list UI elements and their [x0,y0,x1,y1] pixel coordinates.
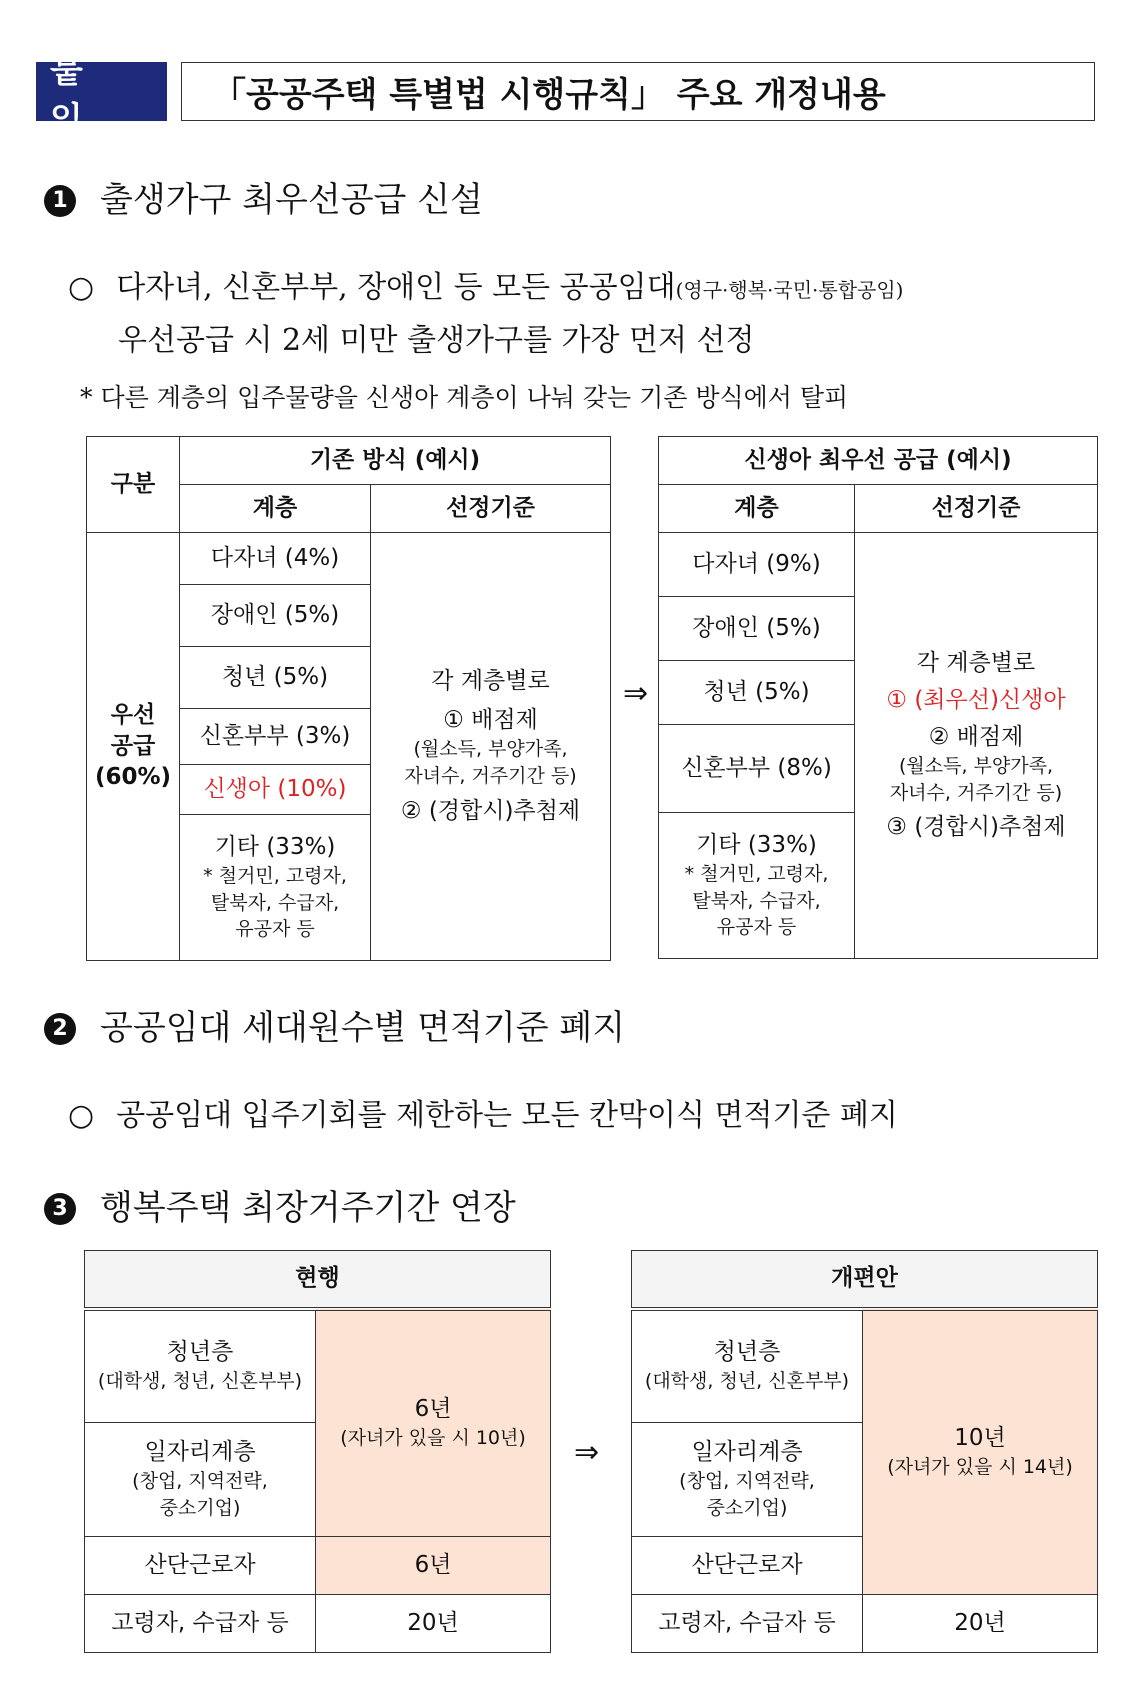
table-newborn-priority [658,436,1098,959]
job-label: 일자리계층 [691,1439,803,1466]
priority-supply-label [87,533,180,961]
criteria-line-newborn: ① (최우선)신생아 [886,686,1066,713]
tier-cell: 신혼부부 (8%) [659,725,855,813]
table-current [84,1250,551,1653]
col-criteria-header: 선정기준 [371,485,611,533]
arrow-icon: ⇒ [623,676,649,711]
current-elder-period: 20년 [316,1595,551,1653]
tier-cell: 다자녀 (4%) [180,533,371,585]
col-criteria-header: 선정기준 [855,485,1098,533]
tier-cell-newborn: 신생아 (10%) [180,765,371,815]
worker-cell: 산단근로자 [632,1537,863,1595]
youth-label: 청년층 [166,1339,234,1366]
worker-cell: 산단근로자 [85,1537,316,1595]
tier-cell: 장애인 (5%) [659,597,855,661]
job-sub: 중소기업) [706,1497,788,1520]
table-existing-method [86,436,611,961]
col-group-header: 구분 [87,437,180,533]
elder-cell: 고령자, 수급자 등 [632,1595,863,1653]
current-title: 현행 [85,1251,551,1309]
section1-line2: 우선공급 시 2세 미만 출생가구를 가장 먼저 선정 [118,323,755,358]
tier-cell: 신혼부부 (3%) [180,709,371,765]
criteria-line: 자녀수, 거주기간 등) [889,781,1063,804]
tier-cell: 청년 (5%) [180,647,371,709]
job-label: 일자리계층 [144,1439,256,1466]
newborn-title: 신생아 최우선 공급 (예시) [659,437,1098,485]
section1-line1-small: (영구·행복·국민·통합공임) [675,278,904,302]
other-note-line: 유공자 등 [716,916,797,939]
criteria-line: ③ (경합시)추첨제 [886,814,1066,841]
tier-cell: 장애인 (5%) [180,585,371,647]
current-worker-period: 6년 [316,1537,551,1595]
section2-heading [44,1000,625,1049]
youth-sub: (대학생, 청년, 신혼부부) [644,1370,850,1393]
section3-heading [44,1180,516,1229]
section2-title: 공공임대 세대원수별 면적기준 폐지 [100,1008,626,1048]
new-period: 10년 [954,1425,1006,1452]
bullet-icon: ○ [68,1098,95,1133]
other-note-line: * 철거민, 고령자, [203,865,347,888]
section3-number-icon: 3 [44,1193,76,1225]
section2-number-icon: 2 [44,1013,76,1045]
arrow-icon: ⇒ [574,1435,600,1470]
group-label-line: 우선 [110,701,156,728]
criteria-line: (월소득, 부양가족, [898,754,1053,777]
current-period-sub: (자녀가 있을 시 10년) [340,1427,526,1450]
youth-cell [632,1309,863,1423]
other-note-line: 탈북자, 수급자, [692,889,821,912]
col-tier-header: 계층 [659,485,855,533]
new-elder-period: 20년 [863,1595,1098,1653]
attachment-tag: 붙 임 [36,62,167,121]
youth-cell [85,1309,316,1423]
job-cell [85,1423,316,1537]
section1-line1: 다자녀, 신혼부부, 장애인 등 모든 공공임대 [116,270,676,305]
criteria-line: ① 배점제 [443,707,538,734]
group-label-line: (60%) [94,764,172,791]
job-sub: (창업, 지역전략, [132,1470,268,1493]
new-period-sub: (자녀가 있을 시 14년) [887,1456,1073,1479]
other-note-line: 탈북자, 수급자, [210,891,340,914]
section1-bullet1 [68,262,904,306]
existing-criteria [371,533,611,961]
job-cell [632,1423,863,1537]
criteria-line: 각 계층별로 [431,668,550,695]
newborn-criteria [855,533,1098,959]
new-period-cell [863,1309,1098,1595]
section1-number-icon: 1 [44,185,76,217]
criteria-line: 자녀수, 거주기간 등) [404,765,577,788]
section1-note: * 다른 계층의 입주물량을 신생아 계층이 나눠 갖는 기존 방식에서 탈피 [80,383,849,412]
tier-cell: 청년 (5%) [659,661,855,725]
section2-bullet [68,1090,898,1134]
existing-title: 기존 방식 (예시) [180,437,611,485]
section3-title: 행복주택 최장거주기간 연장 [100,1188,516,1228]
tier-cell-other [659,813,855,959]
other-label: 기타 (33%) [696,832,817,859]
document-title: 「공공주택 특별법 시행규칙」 주요 개정내용 [181,62,1095,121]
criteria-line: ② 배점제 [928,723,1024,750]
col-tier-header: 계층 [180,485,371,533]
proposal-title: 개편안 [632,1251,1098,1309]
youth-sub: (대학생, 청년, 신혼부부) [97,1370,303,1393]
other-note-line: * 철거민, 고령자, [684,863,829,886]
section2-line: 공공임대 입주기회를 제한하는 모든 칸막이식 면적기준 폐지 [116,1098,898,1133]
table-proposal [631,1250,1098,1653]
section1-heading [44,172,483,221]
group-label-line: 공급 [110,732,156,759]
current-period-cell [316,1309,551,1537]
criteria-line: 각 계층별로 [916,649,1036,676]
other-note-line: 유공자 등 [235,918,315,941]
job-sub: 중소기업) [159,1497,241,1520]
section1-title: 출생가구 최우선공급 신설 [100,180,483,220]
tier-cell-other [180,815,371,961]
job-sub: (창업, 지역전략, [679,1470,815,1493]
other-label: 기타 (33%) [214,834,336,861]
current-period: 6년 [414,1396,452,1423]
youth-label: 청년층 [713,1339,781,1366]
criteria-line: ② (경합시)추첨제 [400,797,581,824]
criteria-line: (월소득, 부양가족, [413,738,568,761]
bullet-icon: ○ [68,270,95,305]
tier-cell: 다자녀 (9%) [659,533,855,597]
elder-cell: 고령자, 수급자 등 [85,1595,316,1653]
